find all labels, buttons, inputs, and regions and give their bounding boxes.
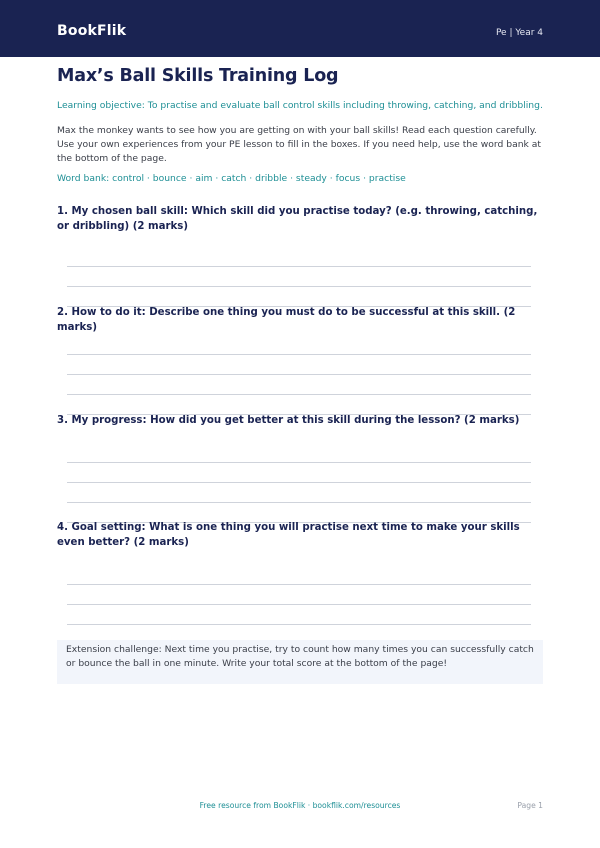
answer-line[interactable] [67, 394, 531, 395]
answer-line[interactable] [67, 482, 531, 483]
page-number: Page 1 [517, 801, 543, 810]
learning-objective: Learning objective: To practise and evaluate ball control skills including throwing, catching, and dribbling. [57, 100, 543, 111]
answer-line[interactable] [67, 266, 531, 267]
answer-line[interactable] [67, 462, 531, 463]
answer-line[interactable] [67, 354, 531, 355]
subject-year-label: Pe | Year 4 [495, 28, 543, 38]
answer-line[interactable] [67, 584, 531, 585]
answer-line[interactable] [67, 374, 531, 375]
answer-line[interactable] [67, 624, 531, 625]
question-1: 1. My chosen ball skill: Which skill did you practise today? (e.g. throwing, catching, or dribbling) (2 marks) [57, 206, 538, 232]
intro-text: Max the monkey wants to see how you are getting on with your ball skills! Read each question carefully. Use your own experiences from your PE lesson to fill in the boxes. If you need help, use the word bank at the bottom of the page. [57, 125, 542, 164]
answer-line[interactable] [67, 604, 531, 605]
answer-line[interactable] [67, 286, 531, 287]
question-3: 3. My progress: How did you get better at this skill during the lesson? (2 marks) [57, 415, 520, 426]
word-bank: Word bank: control · bounce · aim · catch · dribble · steady · focus · practise [57, 173, 406, 184]
page-header [0, 0, 600, 57]
question-4: 4. Goal setting: What is one thing you will practise next time to make your skills even better? (2 marks) [57, 522, 520, 548]
question-2: 2. How to do it: Describe one thing you must do to be successful at this skill. (2 marks) [57, 307, 516, 333]
footer-credit: Free resource from BookFlik · bookflik.com/resources [199, 801, 401, 810]
extension-challenge-box: Extension challenge: Next time you practise, try to count how many times you can successfully catch or bounce the ball in one minute. Write your total score at the bottom of the page! [57, 640, 543, 684]
page-title: Max’s Ball Skills Training Log [57, 66, 339, 86]
answer-line[interactable] [67, 502, 531, 503]
brand-logo-text: BookFlik [57, 23, 127, 39]
